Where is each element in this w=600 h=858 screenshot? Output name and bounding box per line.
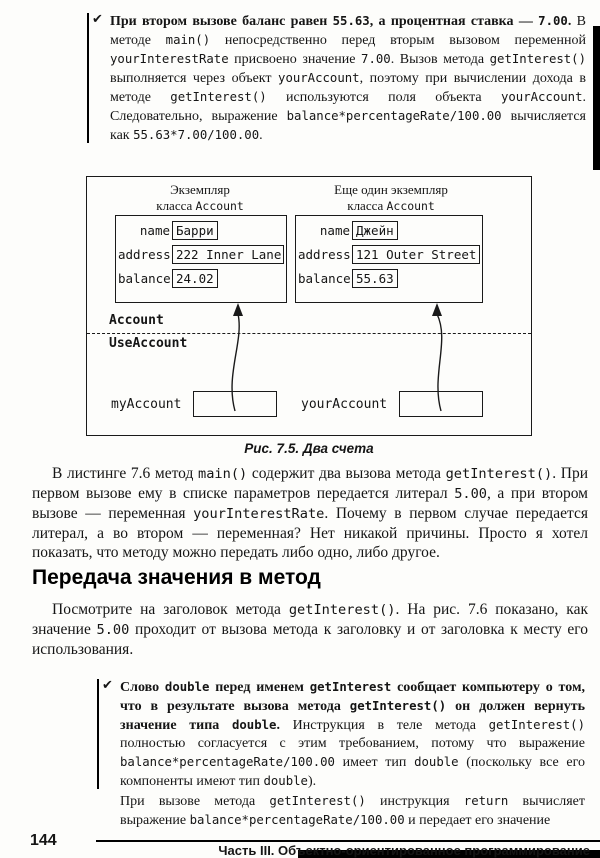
instance-title-left bbox=[107, 182, 293, 214]
field-value-box: Джейн bbox=[352, 221, 398, 240]
paragraph-1: В листинге 7.6 метод main() содержит два вызова метода getInterest(). При первом вызове ему в списке параметров передается литерал 5.00, а при втором вызове — переменная yourInterestRate. Почему в первом случае передается литерал, а во втором — переменная? Нет никакой причины. Просто я хотел показать, что методу можно передать либо одно, либо другое. bbox=[32, 465, 589, 561]
field-row bbox=[298, 245, 480, 264]
note-text: При втором вызове баланс равен 55.63, а процентная ставка — 7.00. В методе main() непосредственно перед вторым вызовом переменной yourInterestRate присвоено значение 7.00. Вызов метода getInterest() выполняется через объект yourAccount, поэтому при вычислении дохода в методе getInterest() используются поля объекта yourAccount. Следовательно, выражение balance*percentageRate/100.00 вычисляется как 55.63*7.00/100.00. bbox=[110, 14, 587, 143]
field-row bbox=[298, 221, 480, 240]
field-value-box: 121 Outer Street bbox=[352, 245, 480, 264]
instance-title-right-line2: класса Account bbox=[347, 198, 435, 213]
reference-row-myaccount bbox=[111, 391, 277, 417]
instance-box-right bbox=[295, 215, 483, 303]
footer-part-title: Часть III. Объектно-ориентированное программирование bbox=[218, 843, 590, 858]
reference-value-box bbox=[399, 391, 483, 417]
section-heading: Передача значения в метод bbox=[32, 566, 321, 589]
class-divider-line bbox=[87, 333, 531, 334]
note-text: Слово double перед именем getInterest сообщает компьютеру о том, что в результате вызова метода getInterest() он должен вернуть значение типа double. Инструкция в теле метода getInterest() полностью согласуется с этим требованием, потому что выражение balance*percentageRate/100.00 имеет тип double (поскольку все его компоненты имеют тип double). bbox=[120, 680, 585, 789]
field-value-box: 222 Inner Lane bbox=[172, 245, 284, 264]
instance-title-left-line1: Экземпляр bbox=[170, 182, 230, 197]
field-value-box: Барри bbox=[172, 221, 218, 240]
field-row bbox=[118, 221, 284, 240]
instance-title-right-line1: Еще один экземпляр bbox=[334, 182, 448, 197]
field-row bbox=[118, 269, 284, 288]
page-number: 144 bbox=[30, 832, 57, 849]
instance-title-right bbox=[293, 182, 489, 214]
reference-value-box bbox=[193, 391, 277, 417]
field-label: balance bbox=[298, 271, 351, 286]
field-label: name bbox=[319, 223, 350, 238]
figure-caption: Рис. 7.5. Два счета bbox=[244, 441, 374, 456]
field-row bbox=[298, 269, 480, 288]
field-value-box: 55.63 bbox=[352, 269, 398, 288]
reference-label: yourAccount bbox=[301, 396, 388, 412]
instance-box-left bbox=[115, 215, 287, 303]
reference-label: myAccount bbox=[111, 396, 182, 412]
note-block-2 bbox=[102, 678, 585, 791]
note-block-1 bbox=[92, 12, 587, 145]
paragraph-3: При вызове метода getInterest() инструкция return вычисляет выражение balance*percentageRate/100.00 и передает его значение bbox=[120, 794, 586, 828]
instance-title-left-line2: класса Account bbox=[156, 198, 244, 213]
checkmark-icon: ✔ bbox=[92, 12, 103, 27]
field-label: address bbox=[298, 247, 351, 262]
field-label: address bbox=[118, 247, 171, 262]
footer-divider bbox=[96, 840, 600, 842]
class-label-account: Account bbox=[109, 313, 164, 328]
checkmark-icon: ✔ bbox=[102, 678, 113, 693]
field-row bbox=[118, 245, 284, 264]
field-label: balance bbox=[118, 271, 171, 286]
figure-diagram bbox=[86, 176, 532, 436]
scan-edge-artifact-right bbox=[593, 26, 600, 170]
field-label: name bbox=[139, 223, 170, 238]
field-value-box: 24.02 bbox=[172, 269, 218, 288]
arrow-right-head-icon bbox=[432, 303, 442, 316]
paragraph-2: Посмотрите на заголовок метода getInterest(). На рис. 7.6 показано, как значение 5.00 проходит от вызова метода к заголовку и от заголовка к месту его использования. bbox=[32, 601, 588, 658]
arrow-left-head-icon bbox=[233, 303, 243, 316]
class-label-useaccount: UseAccount bbox=[109, 336, 188, 351]
reference-row-youraccount bbox=[301, 391, 483, 417]
